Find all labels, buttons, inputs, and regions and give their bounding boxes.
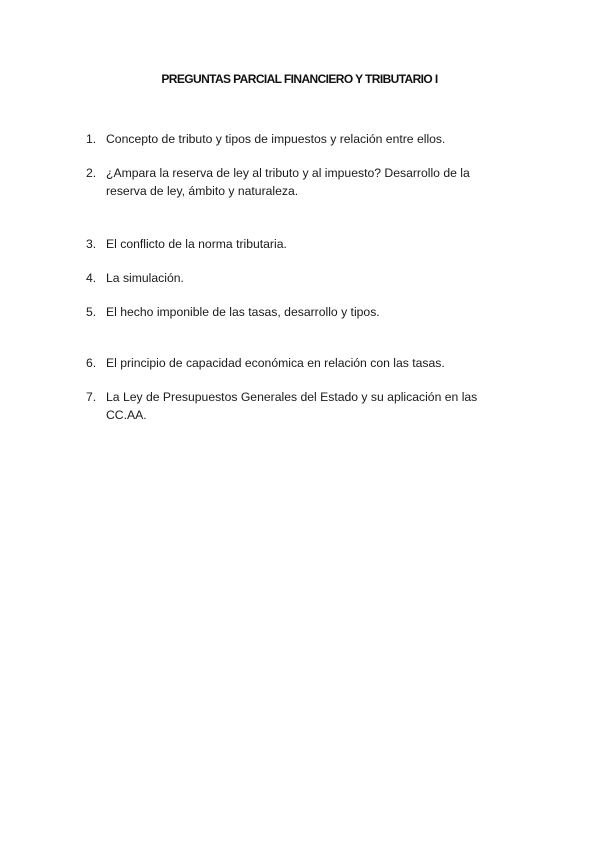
question-item — [86, 164, 506, 200]
question-text: Concepto de tributo y tipos de impuestos y relación entre ellos. — [106, 132, 446, 146]
question-text: El principio de capacidad económica en relación con las tasas. — [106, 356, 445, 370]
question-item — [86, 303, 506, 321]
question-text: El hecho imponible de las tasas, desarrollo y tipos. — [106, 305, 380, 319]
question-number: 6. — [86, 356, 97, 370]
question-number: 5. — [86, 305, 97, 319]
question-number: 3. — [86, 237, 97, 251]
question-item — [86, 269, 506, 287]
question-text: La Ley de Presupuestos Generales del Estado y su aplicación en las CC.AA. — [106, 390, 478, 422]
question-text: La simulación. — [106, 271, 184, 285]
question-item — [86, 235, 506, 253]
question-item — [86, 354, 506, 372]
question-number: 1. — [86, 132, 97, 146]
question-item — [86, 388, 506, 424]
question-text: ¿Ampara la reserva de ley al tributo y al impuesto? Desarrollo de la reserva de ley, ámbito y naturaleza. — [106, 166, 470, 198]
question-number: 7. — [86, 390, 97, 404]
question-number: 2. — [86, 166, 97, 180]
question-text: El conflicto de la norma tributaria. — [106, 237, 287, 251]
document-title: PREGUNTAS PARCIAL FINANCIERO Y TRIBUTARIO I — [161, 72, 438, 86]
question-number: 4. — [86, 271, 97, 285]
question-item — [86, 130, 506, 148]
